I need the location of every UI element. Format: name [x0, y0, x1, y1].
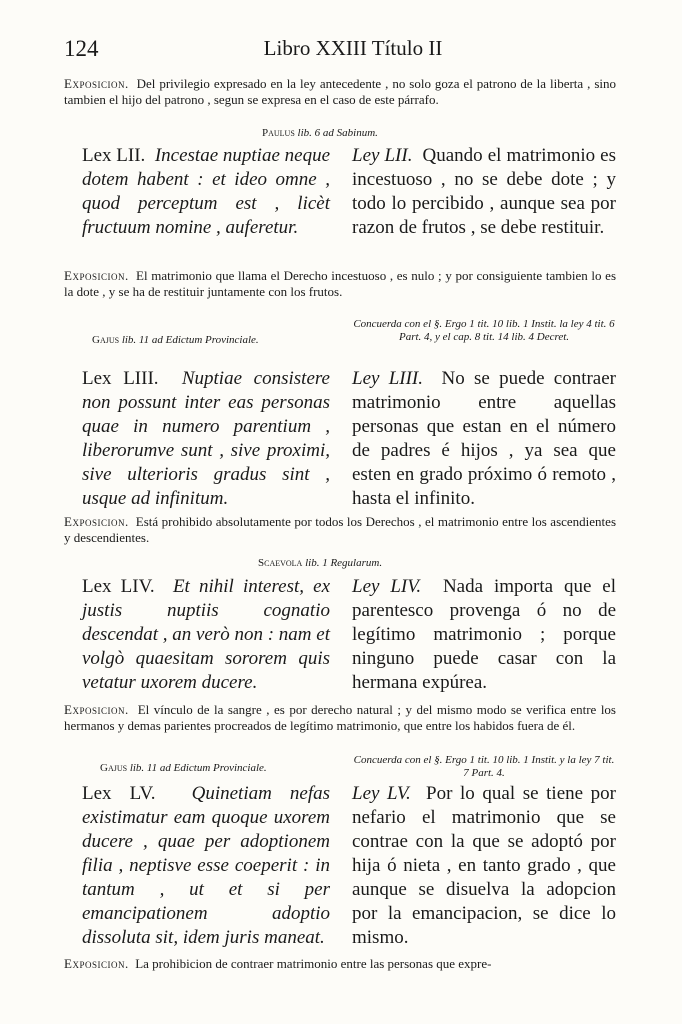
source-citation: Gajus lib. 11 ad Edictum Provinciale.	[100, 762, 267, 774]
page-header	[64, 36, 618, 66]
spanish-heading: Ley LII.	[352, 145, 413, 166]
exposition-text: El matrimonio que llama el Derecho incestuoso , es nulo ; y por consiguiente tambien lo es la dote , y se ha de restituir juntamente con los frutos.	[64, 268, 616, 299]
latin-heading: Lex LIV.	[82, 576, 155, 597]
spanish-text-law-54	[352, 575, 616, 695]
concordance-note: Concuerda con el §. Ergo 1 tit. 10 lib. 1 Instit. la ley 4 tit. 6 Part. 4, y el cap. 8 tit. 14 lib. 4 Decret.	[353, 318, 615, 343]
exposition-label: Exposicion.	[64, 514, 129, 529]
exposition-text: El vínculo de la sangre , es por derecho natural ; y del mismo modo se verifica entre los hermanos y demas parientes procreados de legítimo matrimonio, que entre los habidos fuera de él.	[64, 702, 616, 733]
concordance-note: Concuerda con el §. Ergo 1 tit. 10 lib. 1 Instit. y la ley 7 tit. 7 Part. 4.	[353, 754, 615, 779]
latin-body: Quinetiam nefas existimatur eam quoque uxorem ducere , quae per adoptionem filia , neptisve esse coeperit : in tantum , ut et si per emancipationem adoptio dissoluta sit, idem juris maneat.	[82, 783, 330, 948]
exposition-paragraph	[64, 514, 616, 546]
latin-body: Et nihil interest, ex justis nuptiis cognatio descendat , an verò non : nam et volgò quaesitam sororem quis vetatur uxorem ducere.	[82, 576, 330, 693]
exposition-label: Exposicion.	[64, 76, 129, 91]
exposition-paragraph	[64, 268, 616, 300]
spanish-heading: Ley LV.	[352, 783, 411, 804]
spanish-body: Por lo qual se tiene por nefario el matrimonio que se contrae con la que se adoptó por hija ó nieta , en tanto grado , que aunque se disuelva la adopcion por la emancipacion, se dice lo mismo.	[352, 783, 617, 948]
exposition-label: Exposicion.	[64, 956, 129, 971]
latin-body: Incestae nuptiae neque dotem habent : et ideo omne , quod perceptum est , licèt fructuum nomine , auferetur.	[82, 145, 330, 238]
exposition-paragraph	[64, 702, 616, 734]
latin-text-law-52	[82, 144, 330, 240]
page-number: 124	[64, 36, 99, 61]
exposition-label: Exposicion.	[64, 702, 129, 717]
latin-text-law-53	[82, 367, 330, 511]
spanish-body: No se puede contraer matrimonio entre aquellas personas que estan en el número de padres é hijos , ya sea que esten en grado próximo ó remoto , hasta el infinito.	[352, 368, 616, 509]
exposition-text: Está prohibido absolutamente por todos los Derechos , el matrimonio entre los ascendientes y descendientes.	[64, 514, 616, 545]
spanish-heading: Ley LIV.	[352, 576, 422, 597]
spanish-text-law-53	[352, 367, 616, 511]
exposition-label: Exposicion.	[64, 268, 129, 283]
source-citation: Scaevola lib. 1 Regularum.	[258, 557, 383, 569]
latin-text-law-55	[82, 782, 330, 950]
source-citation: Paulus lib. 6 ad Sabinum.	[262, 127, 378, 139]
spanish-body: Quando el matrimonio es incestuoso , no se debe dote ; y todo lo percibido , aunque sea por razon de frutos , se debe restituir.	[352, 145, 616, 238]
source-citation: Gajus lib. 11 ad Edictum Provinciale.	[92, 334, 259, 346]
latin-heading: Lex LII.	[82, 145, 146, 166]
spanish-heading: Ley LIII.	[352, 368, 423, 389]
latin-heading: Lex LV.	[82, 783, 156, 804]
spanish-body: Nada importa que el parentesco provenga ó no de legítimo matrimonio ; porque ninguno puede casar con la hermana expúrea.	[352, 576, 616, 693]
latin-body: Nuptiae consistere non possunt inter eas personas quae in numero parentium , liberorumve sunt , sive proximi, sive ulterioris gradus sint , usque ad infinitum.	[82, 368, 330, 509]
exposition-paragraph	[64, 956, 616, 972]
exposition-text: La prohibicion de contraer matrimonio entre las personas que expre-	[135, 956, 492, 971]
latin-text-law-54	[82, 575, 330, 695]
latin-heading: Lex LIII.	[82, 368, 159, 389]
spanish-text-law-55	[352, 782, 616, 950]
spanish-text-law-52	[352, 144, 616, 240]
running-title: Libro XXIII Título II	[263, 36, 443, 60]
exposition-text: Del privilegio expresado en la ley antecedente , no solo goza el patrono de la liberta , sino tambien el hijo del patrono , segun se expresa en el caso de este párrafo.	[64, 76, 616, 107]
exposition-paragraph	[64, 76, 616, 108]
